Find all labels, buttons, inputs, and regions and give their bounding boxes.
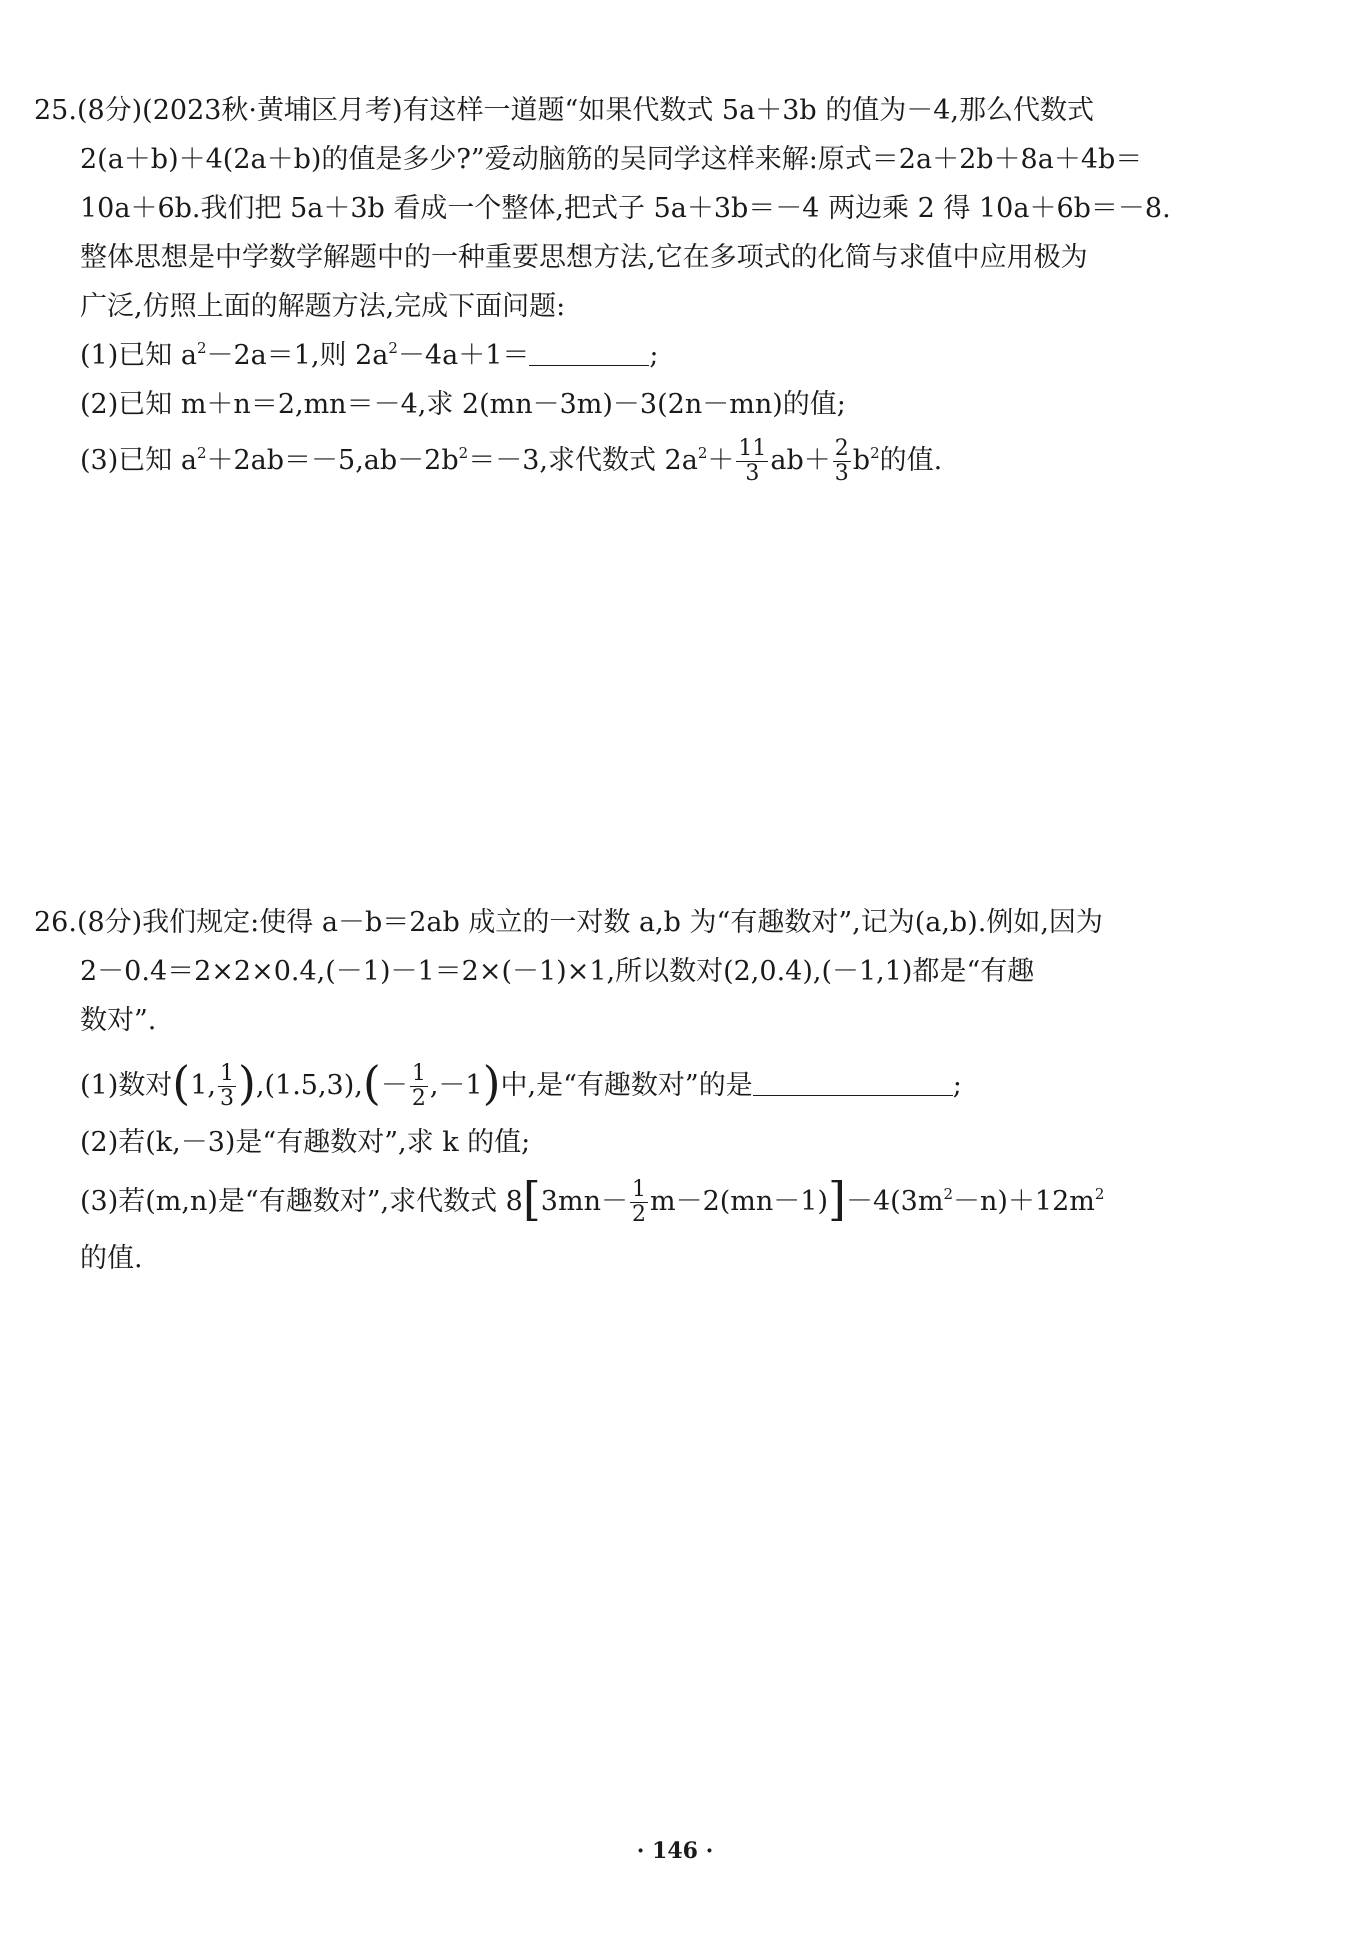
fraction-1-2: [410, 1062, 428, 1111]
question-25: [34, 86, 1214, 493]
q25-part-3: [34, 429, 1214, 493]
q25-line-3: 10a＋6b.我们把 5a＋3b 看成一个整体,把式子 5a＋3b＝－4 两边乘 2 得 10a＋6b＝－8.: [80, 193, 1171, 224]
exponent: 2: [196, 339, 207, 357]
fraction-numerator: 11: [738, 436, 767, 461]
q26-p3-text-a: (3)若(m,n)是“有趣数对”,求代数式 8: [80, 1186, 523, 1217]
q26-line-3: 数对”.: [80, 1005, 157, 1036]
fraction-2-3: [833, 437, 851, 486]
q26-p1-text-c: ,(1.5,3),: [255, 1070, 363, 1101]
question-26: [34, 898, 1214, 1283]
fraction-numerator: 2: [834, 436, 849, 461]
q25-line-4: 整体思想是中学数学解题中的一种重要思想方法,它在多项式的化简与求值中应用极为: [80, 242, 1088, 273]
q26-p3-text-b: 3mn－: [540, 1186, 628, 1217]
q25-p1-text-a: (1)已知 a: [80, 340, 197, 371]
q25-p1-text-b: －2a＝1,则 2a: [206, 340, 389, 371]
exponent: 2: [943, 1185, 953, 1203]
fraction-denominator: 2: [631, 1202, 646, 1227]
q25-p3-text-c: ＝－3,求代数式 2a: [468, 445, 698, 476]
q25-p3-text-e: ab＋: [770, 445, 831, 476]
page-number: · 146 ·: [636, 1838, 714, 1864]
left-bracket: [: [522, 1172, 541, 1226]
fraction-11-3: [736, 437, 768, 486]
q25-p3-text-g: 的值.: [879, 445, 943, 476]
q26-p1-text-f: 中,是“有趣数对”的是: [500, 1070, 753, 1101]
fraction-numerator: 1: [411, 1061, 426, 1086]
q26-part-3: [34, 1167, 1214, 1234]
exponent: 2: [1094, 1185, 1105, 1203]
fraction-numerator: 1: [219, 1061, 234, 1086]
fraction-numerator: 1: [631, 1177, 646, 1202]
q26-part-2: (2)若(k,－3)是“有趣数对”,求 k 的值;: [80, 1127, 531, 1158]
answer-blank[interactable]: [529, 341, 649, 366]
q26-p3-text-c: m－2(mn－1): [649, 1186, 828, 1217]
exponent: 2: [697, 444, 708, 462]
right-bracket: ]: [828, 1172, 846, 1226]
fraction-denominator: 3: [219, 1086, 234, 1111]
exponent: 2: [458, 444, 469, 462]
exponent: 2: [196, 444, 207, 462]
fraction-denominator: 3: [834, 461, 849, 486]
q25-part-2: (2)已知 m＋n＝2,mn＝－4,求 2(mn－3m)－3(2n－mn)的值;: [80, 389, 846, 420]
fraction-1-3: [218, 1062, 236, 1111]
q25-p3-text-a: (3)已知 a: [80, 445, 197, 476]
q25-p1-text-c: －4a＋1＝: [397, 340, 530, 371]
q26-p3-text-d: －4(3m: [845, 1186, 944, 1217]
q26-p1-text-d: －: [380, 1070, 408, 1101]
q25-p3-text-b: ＋2ab＝－5,ab－2b: [206, 445, 459, 476]
fraction-denominator: 3: [745, 461, 760, 486]
q26-line-1: 26.(8分)我们规定:使得 a－b＝2ab 成立的一对数 a,b 为“有趣数对”,记为(a,b).例如,因为: [34, 907, 1103, 938]
q25-part-1: [34, 331, 1214, 380]
q25-p3-text-d: ＋: [707, 445, 735, 476]
q25-line-5: 广泛,仿照上面的解题方法,完成下面问题:: [80, 291, 566, 322]
q26-p1-text-a: (1)数对: [80, 1070, 173, 1101]
right-paren: ): [237, 1056, 256, 1110]
q25-p3-text-f: b: [852, 445, 871, 476]
q26-p1-text-b: 1,: [190, 1070, 216, 1101]
fraction-denominator: 2: [411, 1086, 426, 1111]
left-paren: (: [172, 1056, 191, 1110]
q25-line-2: 2(a＋b)＋4(2a＋b)的值是多少?”爱动脑筋的吴同学这样来解:原式＝2a＋2b＋8a＋4b＝: [80, 144, 1143, 175]
exponent: 2: [870, 444, 880, 462]
answer-blank[interactable]: [753, 1071, 953, 1096]
q25-p1-end: ;: [649, 340, 659, 371]
left-paren: (: [362, 1056, 381, 1110]
exponent: 2: [388, 339, 398, 357]
q26-line-2: 2－0.4＝2×2×0.4,(－1)－1＝2×(－1)×1,所以数对(2,0.4),(－1,1)都是“有趣: [80, 956, 1035, 987]
q26-p3-text-e: －n)＋12m: [953, 1186, 1095, 1217]
q25-line-1: 25.(8分)(2023秋·黄埔区月考)有这样一道题“如果代数式 5a＋3b 的值为－4,那么代数式: [34, 95, 1095, 126]
fraction-1-2: [630, 1178, 648, 1227]
q26-part-1: [34, 1051, 1214, 1118]
q26-p1-text-e: ,－1: [429, 1070, 483, 1101]
q26-p1-end: ;: [952, 1070, 962, 1101]
q26-part-3-tail: 的值.: [80, 1243, 143, 1274]
right-paren: ): [482, 1056, 501, 1110]
